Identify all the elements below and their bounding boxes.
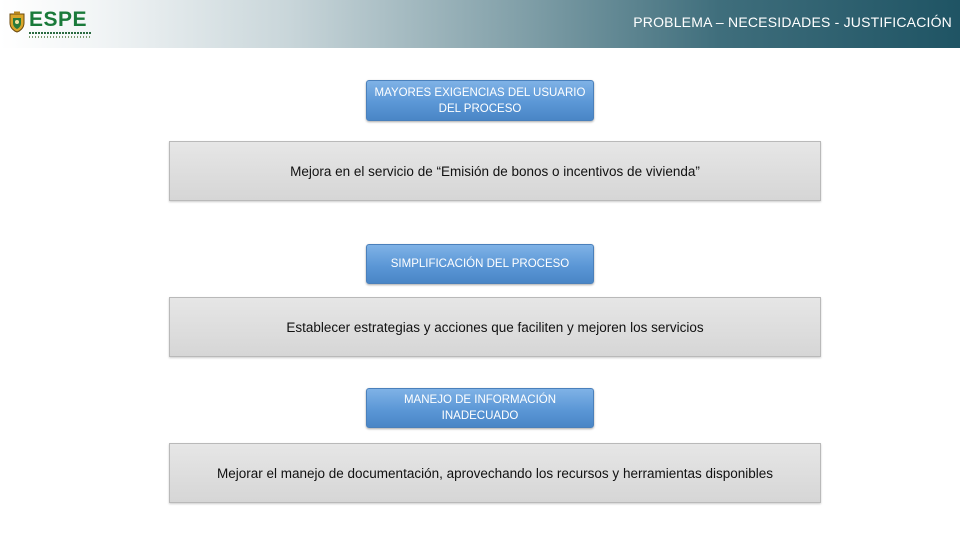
slide-title: PROBLEMA – NECESIDADES - JUSTIFICACIÓN <box>633 14 952 30</box>
category-tag-information-handling: MANEJO DE INFORMACIÓN INADECUADO <box>366 388 594 428</box>
category-tag-process-simplification: SIMPLIFICACIÓN DEL PROCESO <box>366 244 594 284</box>
logo-tagline-line <box>29 32 91 34</box>
statement-box-service-improvement: Mejora en el servicio de “Emisión de bonos o incentivos de vivienda” <box>169 141 821 201</box>
statement-box-documentation: Mejorar el manejo de documentación, aprovechando los recursos y herramientas disponibles <box>169 443 821 503</box>
header-bar <box>0 0 960 48</box>
statement-box-strategies: Establecer estrategias y acciones que faciliten y mejoren los servicios <box>169 297 821 357</box>
university-crest-icon <box>8 11 26 33</box>
logo-wordmark: ESPE <box>29 8 88 31</box>
espe-logo <box>8 8 92 40</box>
logo-tagline-line-2 <box>29 36 91 38</box>
category-tag-user-demands: MAYORES EXIGENCIAS DEL USUARIO DEL PROCESO <box>366 80 594 121</box>
